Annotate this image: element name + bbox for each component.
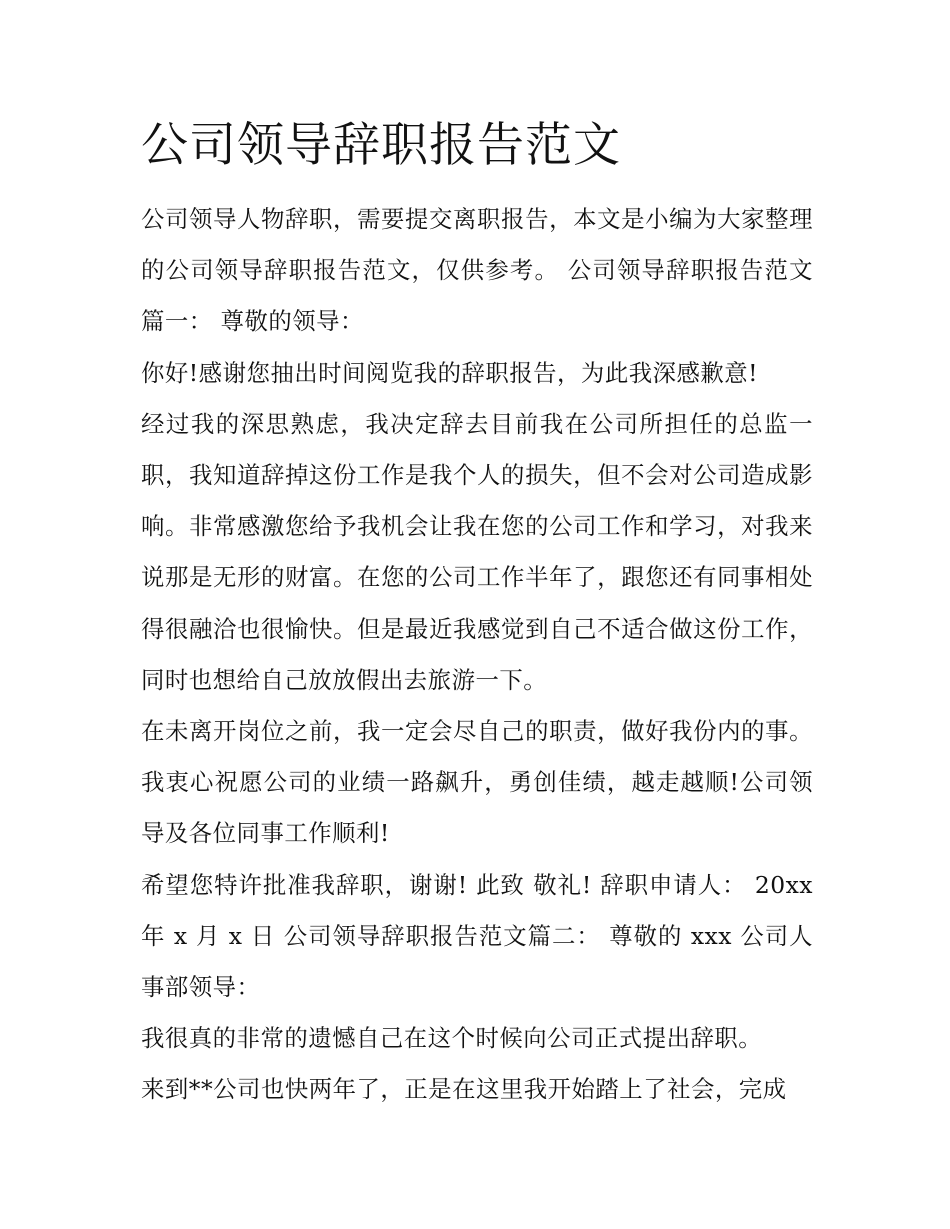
paragraph-two-years: 来到**公司也快两年了，正是在这里我开始踏上了社会，完成	[141, 1075, 787, 1104]
paragraph-decision: 经过我的深思熟虑，我决定辞去目前我在公司所担任的总监一职，我知道辞掉这份工作是我个人的损失，但不会对公司造成影响。非常感激您给予我机会让我在您的公司工作和学习，对我来说那是无形的财富。在您的公司工作半年了，跟您还有同事相处得很融洽也很愉快。但是最近我感觉到自己不适合做这份工作，同时也想给自己放放假出去旅游一下。	[141, 409, 813, 694]
document-title: 公司领导辞职报告范文	[141, 118, 621, 173]
paragraph-duty: 在未离开岗位之前，我一定会尽自己的职责，做好我份内的事。我衷心祝愿公司的业绩一路飙升，勇创佳绩，越走越顺!公司领导及各位同事工作顺利!	[141, 717, 813, 848]
paragraph-intro: 公司领导人物辞职，需要提交离职报告，本文是小编为大家整理的公司领导辞职报告范文，仅供参考。 公司领导辞职报告范文篇一： 尊敬的领导：	[141, 205, 813, 336]
paragraph-regret: 我很真的非常的遗憾自己在这个时候向公司正式提出辞职。	[141, 1024, 763, 1053]
document-page	[141, 112, 813, 1116]
paragraph-closing: 希望您特许批准我辞职，谢谢! 此致 敬礼! 辞职申请人： 20xx年 x 月 x 日 公司领导辞职报告范文篇二： 尊敬的 xxx 公司人事部领导：	[141, 870, 813, 1002]
paragraph-greeting: 你好!感谢您抽出时间阅览我的辞职报告，为此我深感歉意!	[141, 358, 759, 387]
